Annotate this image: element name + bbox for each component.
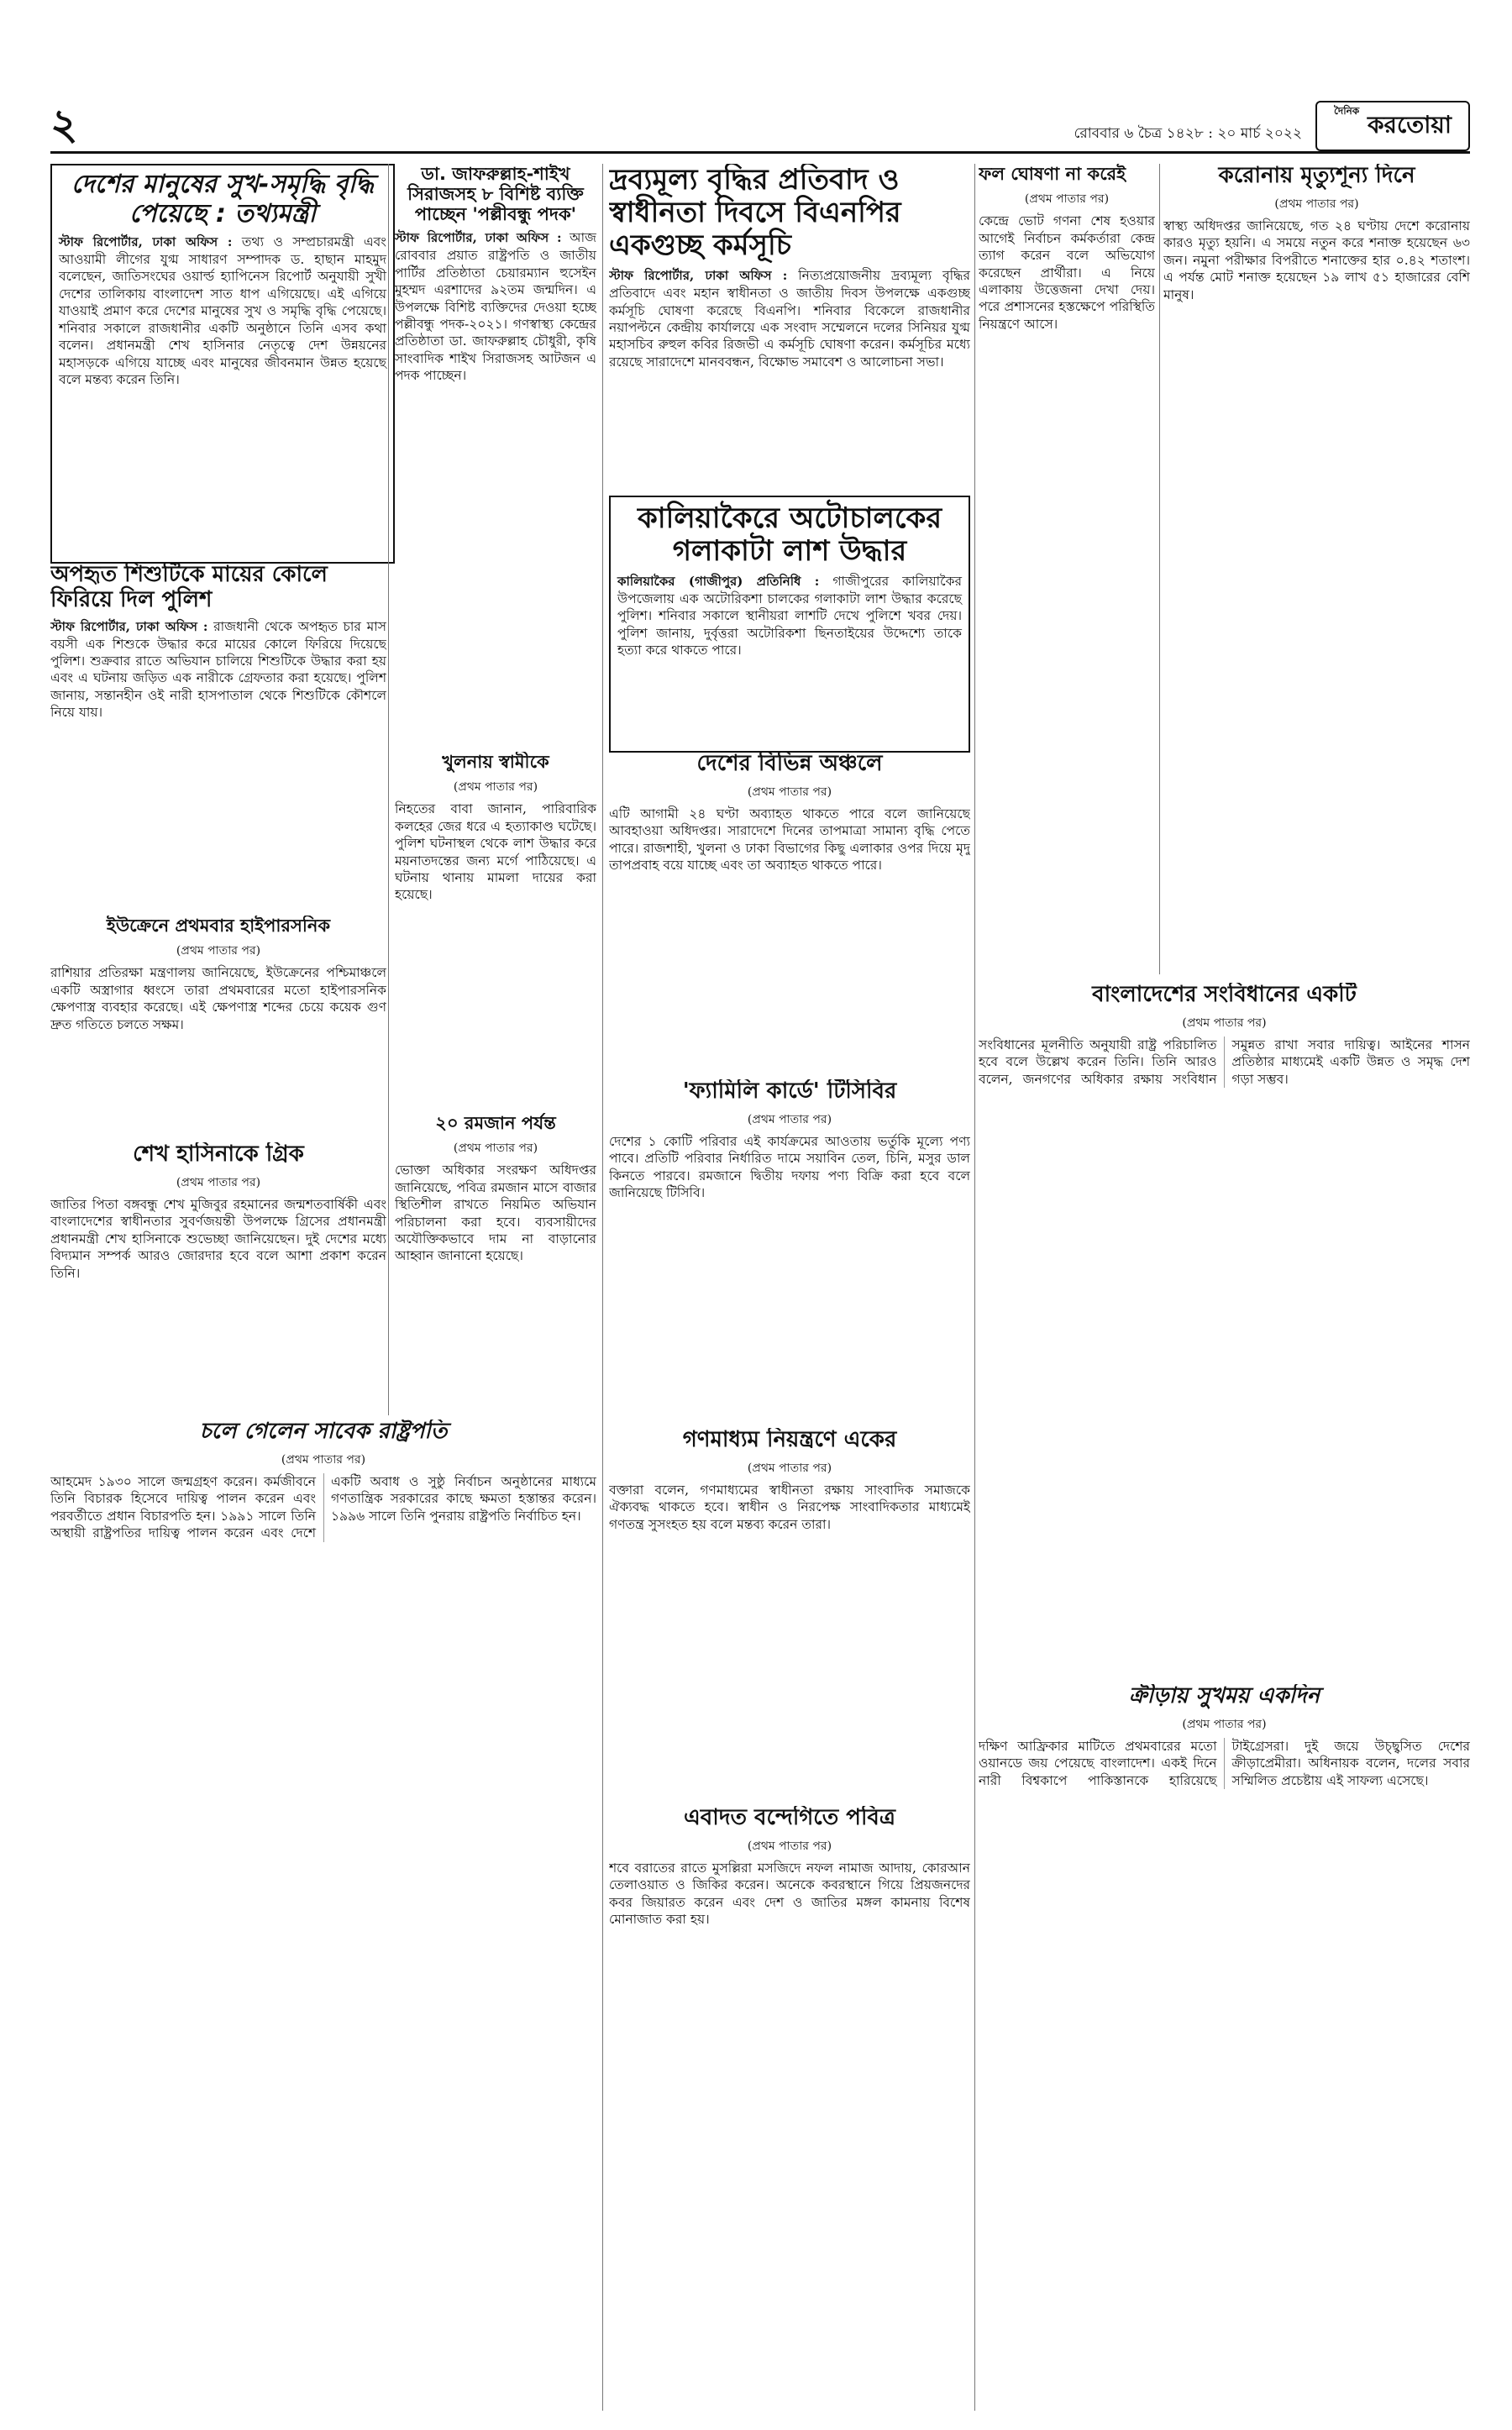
article-kaliakair [609,496,970,753]
article-body: নিত্যপ্রয়োজনীয় দ্রব্যমূল্য বৃদ্ধির প্রতিবাদে এবং মহান স্বাধীনতা ও জাতীয় দিবস উপলক্ষে একগুচ্ছ কর্মসূচি ঘোষণা করেছে বিএনপি। শনিবার বিকেলে রাজধানীর নয়াপল্টনে কেন্দ্রীয় কার্যালয়ে এক সংবাদ সম্মেলনে দলের সিনিয়র যুগ্ম মহাসচিব রুহুল কবির রিজভী এ কর্মসূচি ঘোষণা করেন। কর্মসূচির মধ্যে রয়েছে সারাদেশে মানববন্ধন, বিক্ষোভ সমাবেশ ও আলোচনা সভা। [609,268,970,370]
byline: স্টাফ রিপোর্টার, ঢাকা অফিস : [50,618,208,634]
byline: স্টাফ রিপোর্টার, ঢাকা অফিস : [395,230,562,246]
continued-label: (প্রথম পাতার পর) [747,1839,832,1853]
article-headline: ফল ঘোষণা না করেই [979,164,1126,184]
article-body: তথ্য ও সম্প্রচারমন্ত্রী এবং আওয়ামী লীগের যুগ্ম সাধারণ সম্পাদক ড. হাছান মাহমুদ বলেছেন, জাতিসংঘের ওয়ার্ল্ড হ্যাপিনেস রিপোর্ট অনুযায়ী সুখী দেশের তালিকায় বাংলাদেশ সাত ধাপ এগিয়েছে। এই এগিয়ে যাওয়াই প্রমাণ করে দেশের মানুষের সুখ ও সমৃদ্ধি বৃদ্ধি পেয়েছে। শনিবার সকালে রাজধানীর একটি অনুষ্ঠানে তিনি এসব কথা বলেন। প্রধানমন্ত্রী শেখ হাসিনার নেতৃত্বে দেশ উন্নয়নের মহাসড়কে এগিয়ে যাচ্ছে এবং মানুষের জীবনমান উন্নত হয়েছে বলে মন্তব্য করেন তিনি। [59,234,386,387]
article-body: জাতির পিতা বঙ্গবন্ধু শেখ মুজিবুর রহমানের জন্মশতবার্ষিকী এবং বাংলাদেশের স্বাধীনতার সুবর্ণজয়ন্তী উপলক্ষে গ্রিসের প্রধানমন্ত্রী প্রধানমন্ত্রী শেখ হাসিনাকে শুভেচ্ছা জানিয়েছেন। দুই দেশের মধ্যে বিদ্যমান সম্পর্ক আরও জোরদার হবে বলে আশা প্রকাশ করেন তিনি। [50,1196,386,1281]
column-rule [602,164,603,2411]
article-headline: ক্রীড়ায় সুখময় একদিন [1128,1684,1320,1708]
article-bnp-programme [609,164,970,483]
article-former-president [50,1420,596,2411]
article-media [609,1428,970,1798]
article-body: বক্তারা বলেন, গণমাধ্যমের স্বাধীনতা রক্ষায় সাংবাদিক সমাজকে ঐক্যবদ্ধ থাকতে হবে। স্বাধীন ও নিরপেক্ষ সাংবাদিকতার মাধ্যমেই গণতন্ত্র সুসংহত হয় বলে মন্তব্য করেন তারা। [609,1482,970,1532]
article-headline: করোনায় মৃত্যুশূন্য দিনে [1218,164,1415,188]
continued-label: (প্রথম পাতার পর) [1182,1016,1267,1030]
article-body: সংবিধানের মূলনীতি অনুযায়ী রাষ্ট্র পরিচালিত হবে বলে উল্লেখ করেন তিনি। তিনি আরও বলেন, জনগণের অধিকার রক্ষায় সংবিধান সমুন্নত রাখা সবার দায়িত্ব। আইনের শাসন প্রতিষ্ঠার মাধ্যমেই একটি উন্নত ও সমৃদ্ধ দেশ গড়া সম্ভব। [979,1037,1470,1087]
article-body: রাশিয়ার প্রতিরক্ষা মন্ত্রণালয় জানিয়েছে, ইউক্রেনের পশ্চিমাঞ্চলে একটি অস্ত্রাগার ধ্বংসে তারা প্রথমবারের মতো হাইপারসনিক ক্ষেপণাস্ত্র ব্যবহার করেছে। এই ক্ষেপণাস্ত্র শব্দের চেয়ে কয়েক গুণ দ্রুত গতিতে চলতে সক্ষম। [50,965,386,1032]
column-rule [974,164,975,2411]
logo-prefix: দৈনিক [1334,105,1360,117]
article-body: দক্ষিণ আফ্রিকার মাটিতে প্রথমবারের মতো ওয়ানডে জয় পেয়েছে বাংলাদেশ। একই দিনে নারী বিশ্বকাপে পাকিস্তানকে হারিয়েছে টাইগ্রেসরা। দুই জয়ে উচ্ছ্বসিত দেশের ক্রীড়াপ্রেমীরা। অধিনায়ক বলেন, দলের সবার সম্মিলিত প্রচেষ্টায় এই সাফল্য এসেছে। [979,1738,1470,1788]
article-abducted-child [50,563,386,907]
continued-label: (প্রথম পাতার পর) [281,1452,366,1467]
article-body: শবে বরাতের রাতে মুসল্লিরা মসজিদে নফল নামাজ আদায়, কোরআন তেলাওয়াত ও জিকির করেন। অনেকে কবরস্থানে গিয়ে প্রিয়জনদের কবর জিয়ারত করেন এবং দেশ ও জাতির মঙ্গল কামনায় বিশেষ মোনাজাত করা হয়। [609,1860,970,1928]
article-body: স্বাস্থ্য অধিদপ্তর জানিয়েছে, গত ২৪ ঘণ্টায় দেশে করোনায় কারও মৃত্যু হয়নি। এ সময়ে নতুন করে শনাক্ত হয়েছেন ৬৩ জন। নমুনা পরীক্ষার বিপরীতে শনাক্তের হার ০.৪২ শতাংশ। এ পর্যন্ত মোট শনাক্ত হয়েছেন ১৯ লাখ ৫১ হাজারের বেশি মানুষ। [1163,218,1470,302]
article-headline: দেশের বিভিন্ন অঞ্চলে [696,752,883,776]
article-body: আহমেদ ১৯৩০ সালে জন্মগ্রহণ করেন। কর্মজীবনে তিনি বিচারক হিসেবে দায়িত্ব পালন করেন এবং পরবর্তীতে প্রধান বিচারপতি হন। ১৯৯১ সালে তিনি অস্থায়ী রাষ্ট্রপতির দায়িত্ব পালন করেন এবং দেশে একটি অবাধ ও সুষ্ঠু নির্বাচন অনুষ্ঠানের মাধ্যমে গণতান্ত্রিক সরকারের কাছে ক্ষমতা হস্তান্তর করেন। ১৯৯৬ সালে তিনি পুনরায় রাষ্ট্রপতি নির্বাচিত হন। [50,1473,596,1541]
continued-label: (প্রথম পাতার পর) [747,785,832,799]
article-headline: 'ফ্যামিলি কার্ডে' টিসিবির [682,1079,897,1104]
column-rule [388,164,389,1415]
article-happiness [50,164,395,564]
continued-label: (প্রথম পাতার পর) [747,1461,832,1475]
column-rule [1159,164,1160,974]
article-sports [979,1684,1470,2411]
continued-label: (প্রথম পাতার পর) [1274,197,1359,211]
article-ramadan [395,1113,596,1407]
continued-label: (প্রথম পাতার পর) [176,944,261,958]
article-headline: কালিয়াকৈরে অটোচালকের গলাকাটা লাশ উদ্ধার [637,501,942,569]
continued-label: (প্রথম পাতার পর) [1024,192,1110,207]
continued-label: (প্রথম পাতার পর) [1182,1717,1267,1731]
article-body: দেশের ১ কোটি পরিবার এই কার্যক্রমের আওতায় ভর্তুকি মূল্যে পণ্য পাবে। প্রতিটি পরিবার নির্ধারিত দামে সয়াবিন তেল, চিনি, মসুর ডাল কিনতে পারবে। রমজানে দ্বিতীয় দফায় পণ্য বিক্রি করা হবে বলে জানিয়েছে টিসিবি। [609,1133,970,1201]
continued-label: (প্রথম পাতার পর) [453,1142,538,1156]
article-headline: চলে গেলেন সাবেক রাষ্ট্রপতি [199,1420,448,1444]
continued-label: (প্রথম পাতার পর) [453,780,538,795]
article-covid [1163,164,1470,970]
dateline: রোববার ৬ চৈত্র ১৪২৮ : ২০ মার্চ ২০২২ [1074,125,1302,142]
newspaper-logo [1315,101,1470,151]
article-headline: এবাদত বন্দেগিতে পবিত্র [684,1806,895,1830]
article-greek [50,1142,386,1394]
logo-text: করতোয়া [1367,111,1452,139]
article-headline: খুলনায় স্বামীকে [442,752,549,772]
article-body: আজ রোববার প্রয়াত রাষ্ট্রপতি ও জাতীয় পার্টির প্রতিষ্ঠাতা চেয়ারম্যান হুসেইন মুহম্মদ এরশাদের ৯২তম জন্মদিন। এ উপলক্ষে বিশিষ্ট ব্যক্তিদের দেওয়া হচ্ছে পল্লীবন্ধু পদক-২০২১। গণস্বাস্থ্য কেন্দ্রের প্রতিষ্ঠাতা ডা. জাফরুল্লাহ চৌধুরী, কৃষি সাংবাদিক শাইখ সিরাজসহ আটজন এ পদক পাচ্ছেন। [395,230,596,384]
article-headline: দ্রব্যমূল্য বৃদ্ধির প্রতিবাদ ও স্বাধীনতা দিবসে বিএনপির একগুচ্ছ কর্মসূচি [609,164,901,263]
article-headline: দেশের মানুষের সুখ-সমৃদ্ধি বৃদ্ধি পেয়েছে : তথ্যমন্ত্রী [71,170,375,228]
article-headline: অপহৃত শিশুটিকে মায়ের কোলে ফিরিয়ে দিল পুলিশ [50,563,328,612]
continued-label: (প্রথম পাতার পর) [176,1175,261,1189]
byline: স্টাফ রিপোর্টার, ঢাকা অফিস : [59,234,233,249]
article-headline: শেখ হাসিনাকে গ্রিক [133,1142,304,1167]
article-headline: ২০ রমজান পর্যন্ত [435,1113,556,1133]
article-hypersonic [50,916,386,1134]
masthead [50,101,1470,154]
article-worship [609,1806,970,2411]
article-weather [609,752,970,1071]
article-headline: গণমাধ্যম নিয়ন্ত্রণে একের [682,1428,897,1452]
page-number: ২ [50,99,78,149]
article-body: গাজীপুরের কালিয়াকৈর উপজেলায় এক অটোরিকশা চালকের গলাকাটা লাশ উদ্ধার করেছে পুলিশ। শনিবার সকালে স্থানীয়রা লাশটি দেখে পুলিশে খবর দেয়। পুলিশ জানায়, দুর্বৃত্তরা অটোরিকশা ছিনতাইয়ের উদ্দেশ্যে তাকে হত্যা করে থাকতে পারে। [617,574,962,659]
article-body: ভোক্তা অধিকার সংরক্ষণ অধিদপ্তর জানিয়েছে, পবিত্র রমজান মাসে বাজার স্থিতিশীল রাখতে নিয়মিত অভিযান পরিচালনা করা হবে। ব্যবসায়ীদের অযৌক্তিকভাবে দাম না বাড়ানোর আহ্বান জানানো হয়েছে। [395,1163,596,1264]
article-tcb [609,1079,970,1399]
byline: কালিয়াকৈর (গাজীপুর) প্রতিনিধি : [617,574,820,590]
article-constitution [979,983,1470,1672]
article-body: নিহতের বাবা জানান, পারিবারিক কলহের জের ধরে এ হত্যাকাণ্ড ঘটেছে। পুলিশ ঘটনাস্থল থেকে লাশ উদ্ধার করে ময়নাতদন্তের জন্য মর্গে পাঠিয়েছে। এ ঘটনায় থানায় মামলা দায়ের করা হয়েছে। [395,801,596,903]
article-award [395,164,596,743]
byline: স্টাফ রিপোর্টার, ঢাকা অফিস : [609,268,788,284]
article-headline: ডা. জাফরুল্লাহ-শাইখ সিরাজসহ ৮ বিশিষ্ট ব্যক্তি পাচ্ছেন 'পল্লীবন্ধু পদক' [407,164,584,225]
article-headline: বাংলাদেশের সংবিধানের একটি [1092,983,1357,1007]
article-khulna [395,752,596,1105]
continued-label: (প্রথম পাতার পর) [747,1112,832,1126]
article-body: কেন্দ্রে ভোট গণনা শেষ হওয়ার আগেই নির্বাচন কর্মকর্তারা কেন্দ্র ত্যাগ করেন বলে অভিযোগ করেছেন প্রার্থীরা। এ নিয়ে এলাকায় উত্তেজনা দেখা দেয়। পরে প্রশাসনের হস্তক্ষেপে পরিস্থিতি নিয়ন্ত্রণে আসে। [979,213,1155,332]
article-headline: ইউক্রেনে প্রথমবার হাইপারসনিক [106,916,331,936]
article-body: এটি আগামী ২৪ ঘণ্টা অব্যাহত থাকতে পারে বলে জানিয়েছে আবহাওয়া অধিদপ্তর। সারাদেশে দিনের তাপমাত্রা সামান্য বৃদ্ধি পেতে পারে। রাজশাহী, খুলনা ও ঢাকা বিভাগের কিছু এলাকার ওপর দিয়ে মৃদু তাপপ্রবাহ বয়ে যাচ্ছে এবং তা অব্যাহত থাকতে পারে। [609,806,970,874]
article-body: রাজধানী থেকে অপহৃত চার মাস বয়সী এক শিশুকে উদ্ধার করে মায়ের কোলে ফিরিয়ে দিয়েছে পুলিশ। শুক্রবার রাতে অভিযান চালিয়ে শিশুটিকে উদ্ধার করা হয় এবং এ ঘটনায় জড়িত এক নারীকে গ্রেফতার করা হয়েছে। পুলিশ জানায়, সন্তানহীন ওই নারী হাসপাতাল থেকে শিশুটিকে কৌশলে নিয়ে যায়। [50,618,386,721]
